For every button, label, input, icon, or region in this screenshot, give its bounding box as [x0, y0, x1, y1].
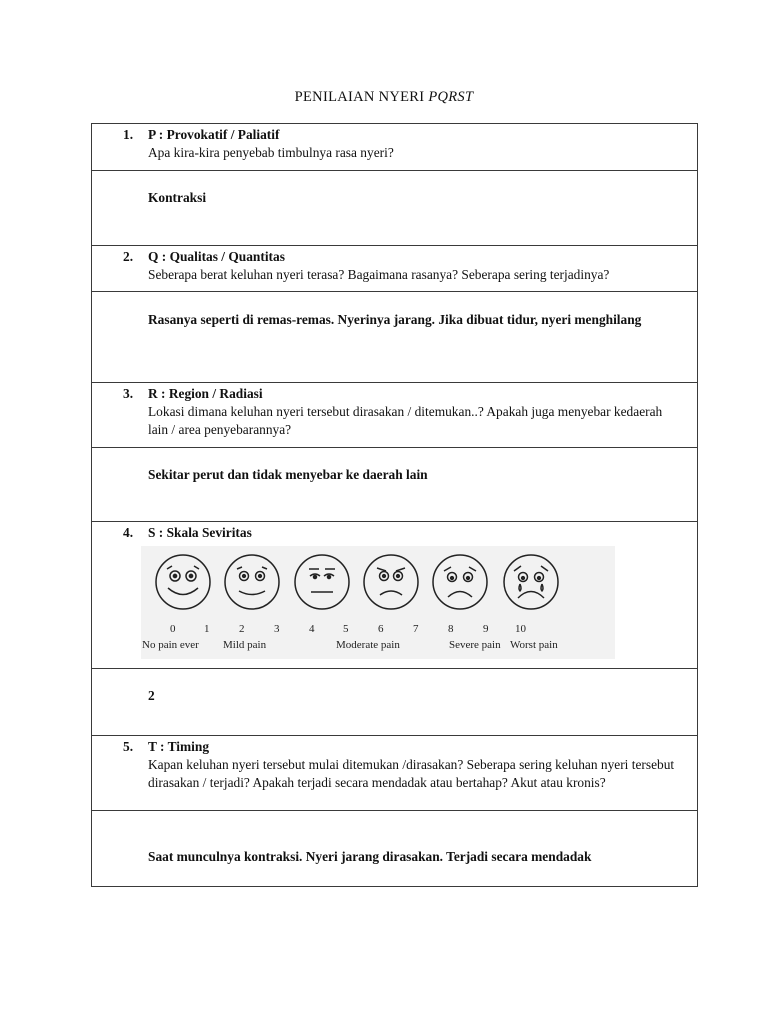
section-number: 4. [123, 525, 134, 540]
scale-number: 7 [413, 623, 419, 635]
neutral-face-icon [295, 555, 349, 609]
scale-label: Mild pain [223, 639, 267, 651]
section-q-answer-row [92, 292, 698, 383]
section-question: Apa kira-kira penyebab timbulnya rasa nyeri? [148, 145, 394, 160]
scale-number: 4 [309, 623, 315, 635]
section-s-answer-cell [92, 669, 698, 736]
page-title [0, 89, 768, 106]
scale-number: 2 [239, 623, 245, 635]
section-number: 1. [123, 127, 134, 142]
pain-faces [141, 546, 615, 620]
section-p-answer-cell [92, 171, 698, 246]
section-number: 3. [123, 386, 134, 401]
section-r-answer-cell [92, 448, 698, 522]
scale-number: 8 [448, 623, 454, 635]
section-question: Kapan keluhan nyeri tersebut mulai ditemukan /dirasakan? Seberapa sering keluhan nyeri tersebut dirasakan / terjadi? Apakah terjadi secara mendadak atau bertahap? Akut atau kronis? [148, 757, 675, 790]
section-p-answer-row [92, 171, 698, 246]
section-heading: R : Region / Radiasi [148, 386, 263, 401]
scale-number: 5 [343, 623, 349, 635]
scale-number: 3 [274, 623, 280, 635]
section-r-answer-row [92, 448, 698, 522]
pain-scale-numbers [141, 620, 615, 636]
section-t-answer-row [92, 811, 698, 887]
title-main: PENILAIAN NYERI [294, 89, 425, 105]
section-answer: Sekitar perut dan tidak menyebar ke daerah lain [148, 467, 428, 482]
section-number: 5. [123, 739, 134, 754]
section-heading: Q : Qualitas / Quantitas [148, 249, 285, 264]
scale-number: 6 [378, 623, 384, 635]
pain-scale-image [141, 546, 615, 659]
title-italic: PQRST [428, 89, 474, 105]
frowning-face-icon [364, 555, 418, 609]
scale-number: 1 [204, 623, 210, 635]
section-t-answer-cell [92, 811, 698, 887]
section-number: 2. [123, 249, 134, 264]
scale-label: No pain ever [142, 639, 199, 651]
scale-number: 0 [170, 623, 176, 635]
section-p-question-cell [92, 124, 698, 171]
scale-number: 9 [483, 623, 489, 635]
section-answer: Kontraksi [148, 190, 207, 205]
section-q-answer-cell [92, 292, 698, 383]
section-heading: S : Skala Seviritas [148, 525, 252, 540]
scale-label: Moderate pain [336, 639, 400, 651]
section-question: Lokasi dimana keluhan nyeri tersebut dirasakan / ditemukan..? Apakah juga menyebar kedaerah lain / area penyebarannya? [148, 404, 663, 437]
crying-face-icon [504, 555, 558, 609]
section-s-question-cell [92, 522, 698, 669]
pain-scale-labels [141, 636, 615, 652]
scale-number: 10 [515, 623, 526, 635]
scale-label: Worst pain [510, 639, 558, 651]
smiling-face-icon [156, 555, 210, 609]
section-answer: 2 [148, 688, 155, 703]
section-r-question-cell [92, 383, 698, 448]
section-heading: P : Provokatif / Paliatif [148, 127, 280, 142]
section-r-question-row [92, 383, 698, 448]
section-heading: T : Timing [148, 739, 210, 754]
section-t-question-row [92, 736, 698, 811]
section-s-question-row [92, 522, 698, 669]
section-answer: Rasanya seperti di remas-remas. Nyerinya jarang. Jika dibuat tidur, nyeri menghilang [148, 312, 642, 327]
scale-label: Severe pain [449, 639, 501, 651]
pqrst-table [91, 123, 698, 887]
slight-smile-face-icon [225, 555, 279, 609]
sad-face-icon [433, 555, 487, 609]
section-q-question-row [92, 246, 698, 292]
section-t-question-cell [92, 736, 698, 811]
section-p-question-row [92, 124, 698, 171]
section-question: Seberapa berat keluhan nyeri terasa? Bagaimana rasanya? Seberapa sering terjadinya? [148, 267, 610, 282]
section-answer: Saat munculnya kontraksi. Nyeri jarang dirasakan. Terjadi secara mendadak [148, 849, 592, 864]
section-s-answer-row [92, 669, 698, 736]
section-q-question-cell [92, 246, 698, 292]
